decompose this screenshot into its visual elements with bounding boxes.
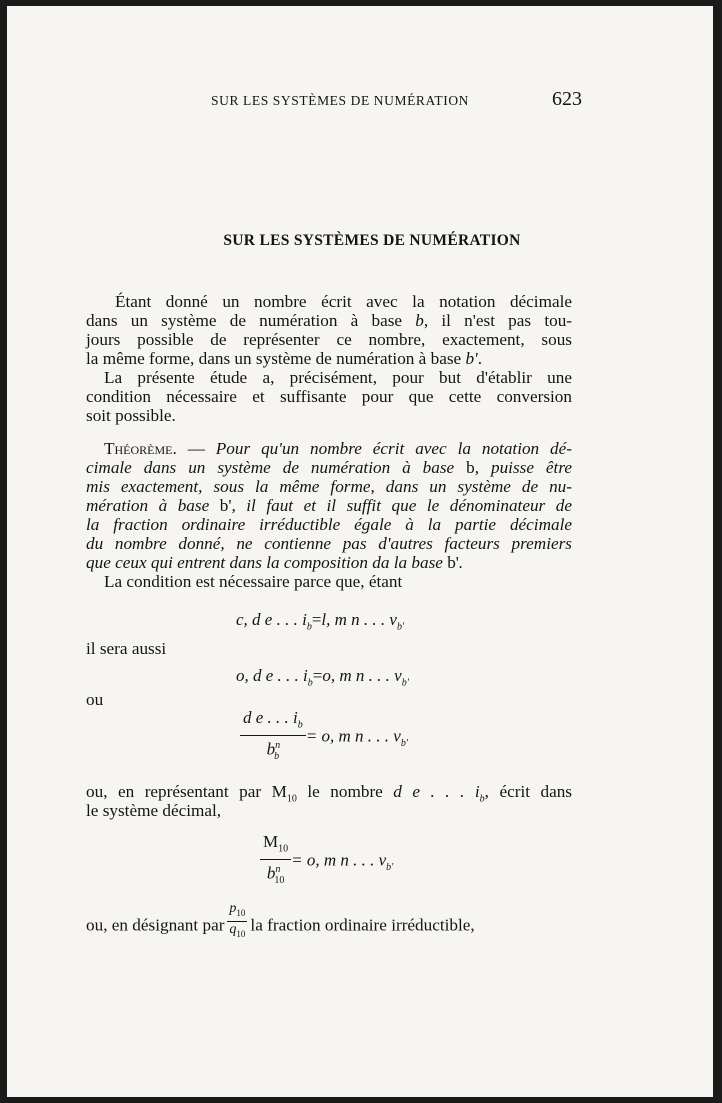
theorem-line6: du nombre donné, ne contienne pas d'autres facteurs premiers	[86, 534, 572, 553]
paragraph2-line3: soit possible.	[86, 406, 176, 425]
paragraph2-line2: condition nécessaire et suffisante pour que cette conversion	[86, 387, 572, 406]
equation-4: $\frac{M_{10}}{b^n_{10}}$ = o, m n . . . $v_{b'}$	[260, 832, 393, 891]
theorem-label: Théorème.	[104, 439, 177, 458]
paragraph2-line1: La présente étude a, précisément, pour but d'établir une	[104, 368, 572, 387]
paragraph1-line1: Étant donné un nombre écrit avec la notation décimale	[115, 292, 572, 311]
paragraph1-line2: dans un système de numération à base b, il n'est pas tou-	[86, 311, 573, 330]
theorem-line1: Théorème. — Pour qu'un nombre écrit avec la notation dé-	[104, 439, 573, 458]
condition-line: La condition est nécessaire parce que, étant	[104, 572, 403, 591]
equation-3: $\frac{d e . . . i_b}{b^n_b}$ = o, m n . . . $v_{b'}$	[240, 708, 408, 767]
theorem-line3: mis exactement, sous la même forme, dans un système de nu-	[86, 477, 572, 496]
equation-3-fraction: $\frac{d e . . . i_b}{b^n_b}$	[240, 708, 306, 767]
systeme-decimal-line: le système décimal,	[86, 801, 222, 820]
equation-2: o, d e . . . $i_b=o$, m n . . . $v_{b'}$	[236, 666, 409, 689]
paragraph1-line3: jours possible de représenter ce nombre, exactement, sous	[86, 330, 572, 349]
theorem-line2: cimale dans un système de numération à base b, puisse être	[86, 458, 572, 477]
il-sera-aussi: il sera aussi	[86, 639, 167, 658]
designant-line: ou, en désignant par $\frac{p_{10}}{q_{10}}$ la fraction ordinaire irréductible,	[86, 911, 572, 942]
page-number: 623	[552, 88, 582, 110]
page	[7, 6, 713, 1097]
theorem-line4: mération à base b', il faut et il suffit que le dénominateur de	[86, 496, 572, 515]
theorem-line7: que ceux qui entrent dans la composition da la base b'.	[86, 553, 464, 572]
article-title: SUR LES SYSTÈMES DE NUMÉRATION	[223, 232, 521, 249]
paragraph1-line4: la même forme, dans un système de numération à base b'.	[86, 349, 483, 368]
running-head: SUR LES SYSTÈMES DE NUMÉRATION	[211, 93, 470, 108]
equation-1: c, d e . . . $i_b=l$, m n . . . $v_{b'}$	[236, 610, 405, 633]
p-over-q-fraction: $\frac{p_{10}}{q_{10}}$	[229, 901, 246, 939]
ou-line: ou	[86, 690, 104, 709]
representant-line: ou, en représentant par $M_{10}$ le nombre d e . . . $i_b$, écrit dans	[86, 782, 572, 805]
theorem-line5: la fraction ordinaire irréductible égale à la partie décimale	[86, 515, 572, 534]
equation-4-fraction: $\frac{M_{10}}{b^n_{10}}$	[260, 832, 291, 891]
